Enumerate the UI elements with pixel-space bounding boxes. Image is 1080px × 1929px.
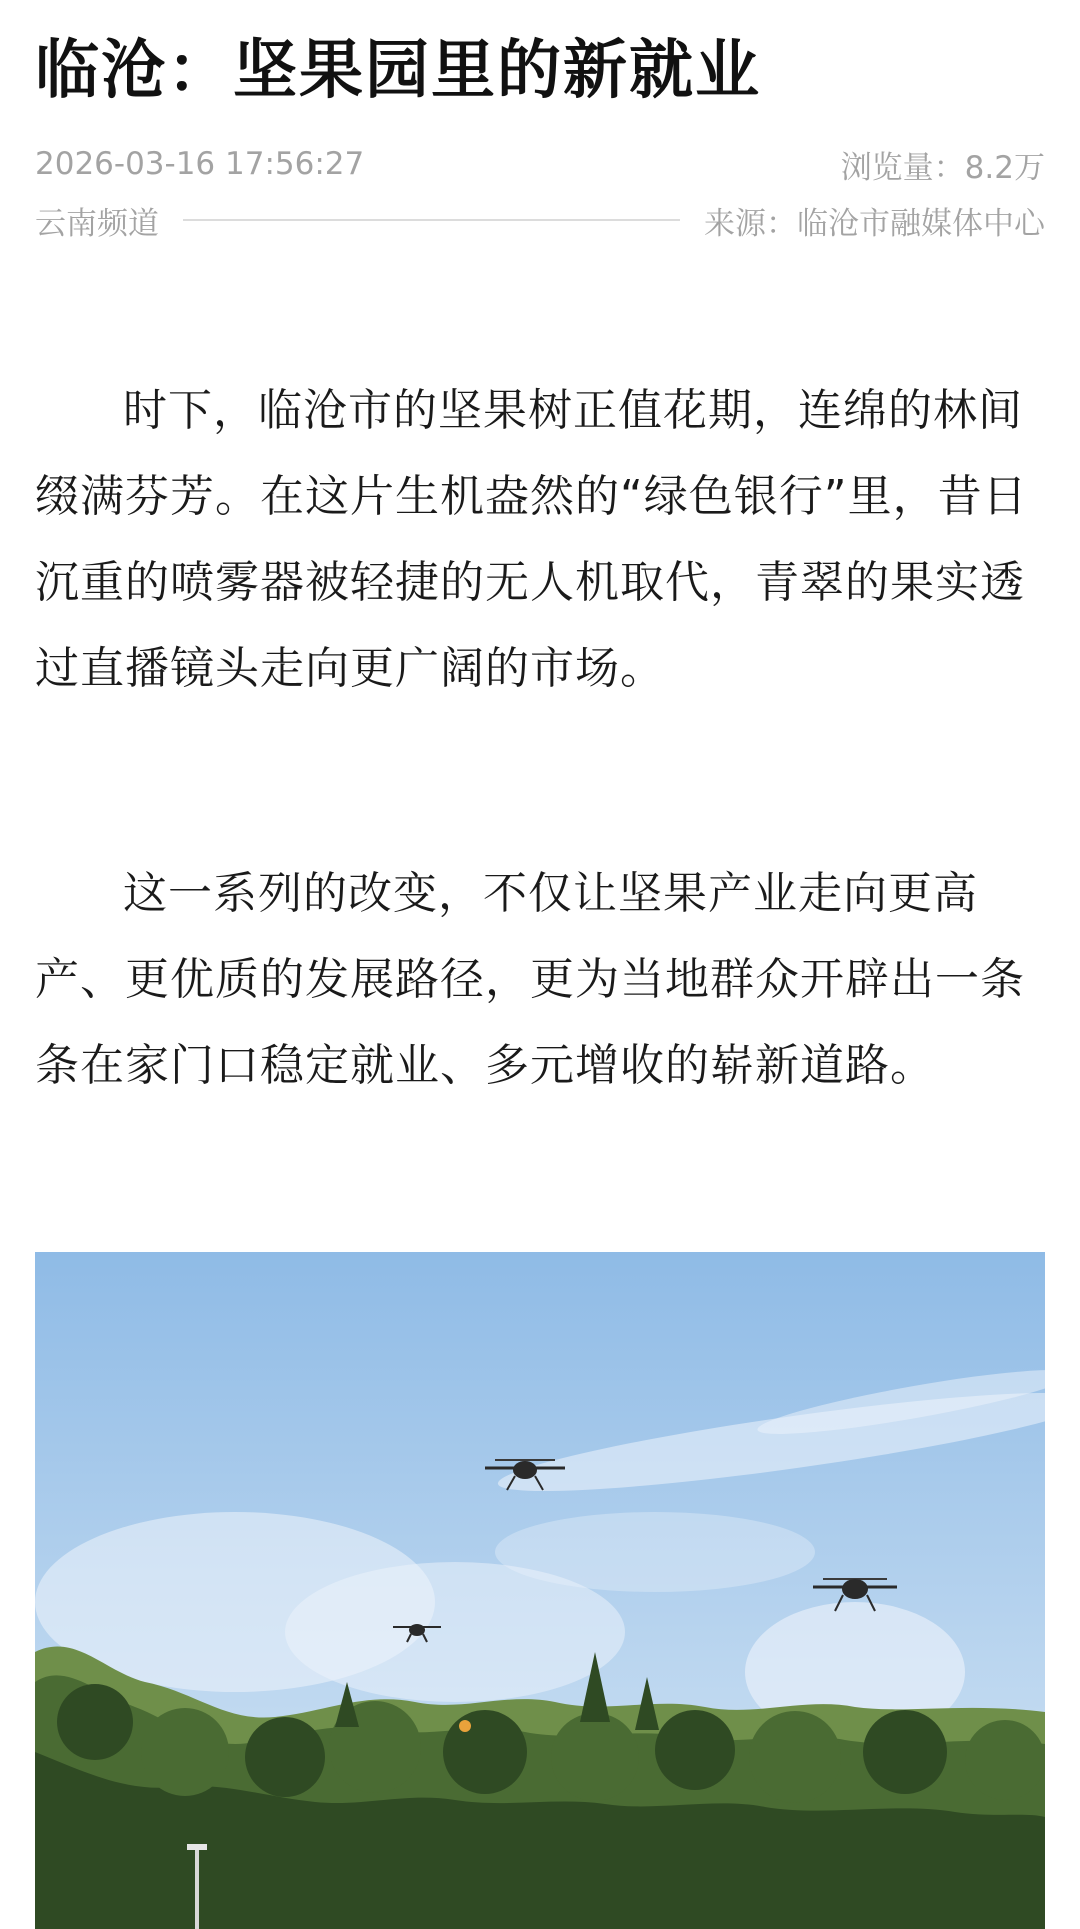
meta-row-top xyxy=(35,141,1045,187)
article-photo[interactable] xyxy=(35,1252,1045,1929)
article-source: 来源：临沧市融媒体中心 xyxy=(704,205,1045,242)
orange-object xyxy=(459,1720,471,1732)
meta-divider xyxy=(183,219,680,221)
article-paragraph: 这一系列的改变，不仅让坚果产业走向更高产、更优质的发展路径，更为当地群众开辟出一条条在家门口稳定就业、多元增收的崭新道路。 xyxy=(35,868,1025,1091)
drones-over-forest-image xyxy=(35,1252,1045,1929)
view-count: 浏览量：8.2万 xyxy=(840,149,1045,186)
article-title: 临沧：坚果园里的新就业 xyxy=(35,34,761,108)
article-paragraph: 时下，临沧市的坚果树正值花期，连绵的林间缀满芬芳。在这片生机盎然的“绿色银行”里，昔日沉重的喷雾器被轻捷的无人机取代，青翠的果实透过直播镜头走向更广阔的市场。 xyxy=(35,385,1028,694)
channel-name[interactable]: 云南频道 xyxy=(35,205,159,242)
meta-row-bottom xyxy=(35,197,1045,243)
publish-datetime: 2026-03-16 17:56:27 xyxy=(35,146,365,182)
